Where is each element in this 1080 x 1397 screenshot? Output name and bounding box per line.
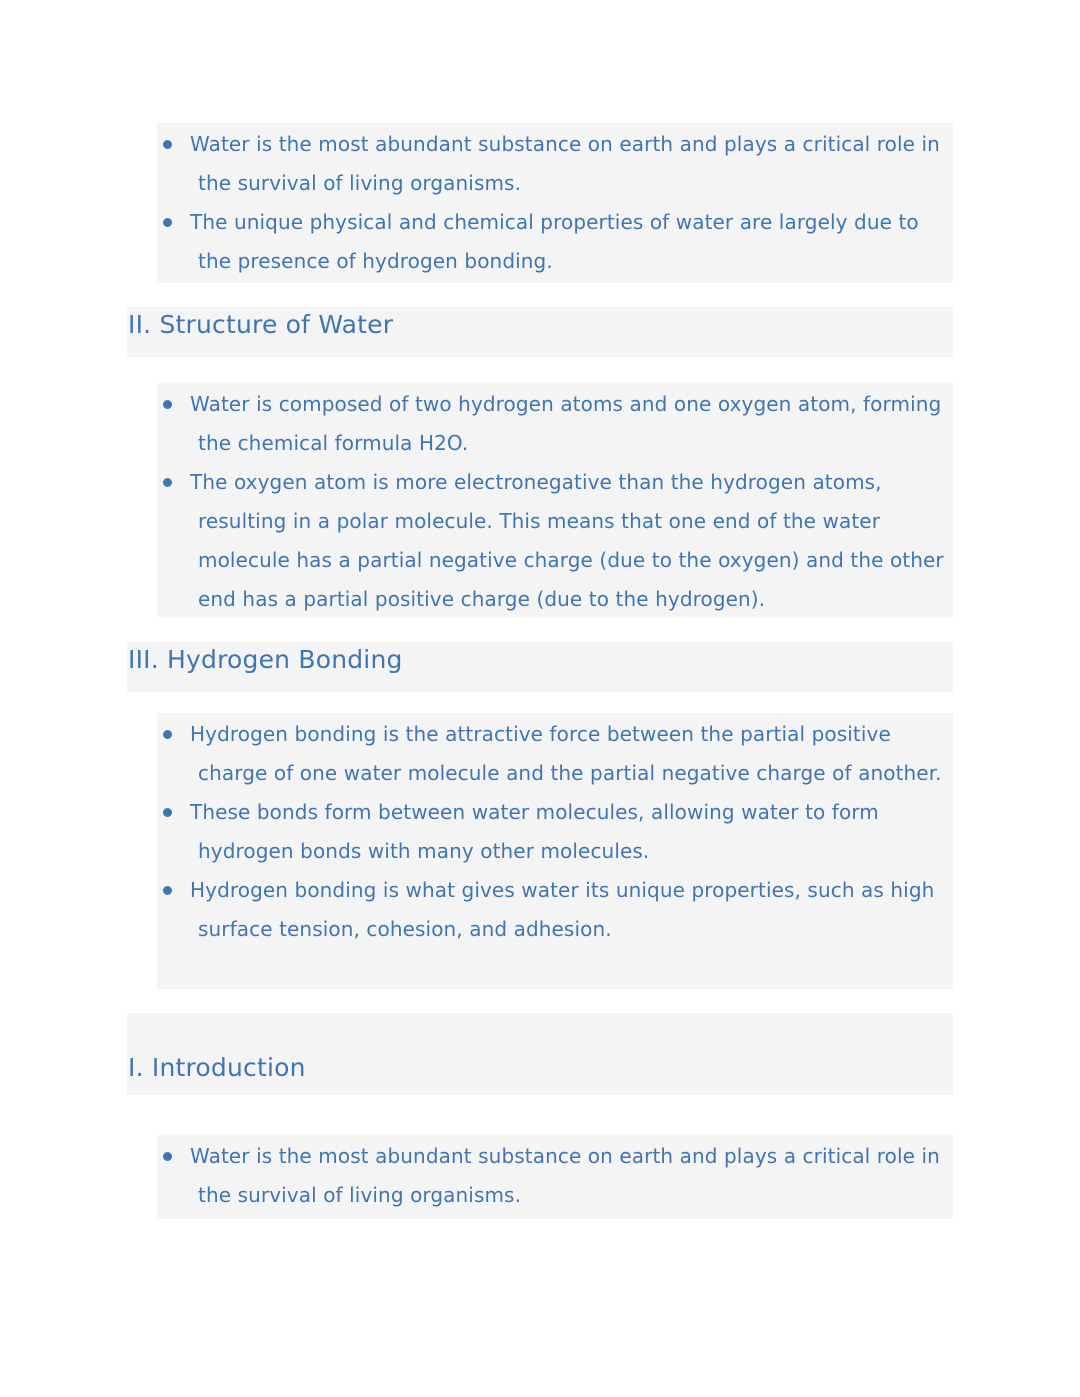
list-item xyxy=(157,203,953,281)
heading-block-hydrogen-bonding xyxy=(127,642,953,692)
bullet-icon xyxy=(163,730,172,739)
bullet-text: The unique physical and chemical properties of water are largely due to the presence of hydrogen bonding. xyxy=(190,210,919,273)
list-item xyxy=(157,463,953,619)
list-item xyxy=(157,385,953,463)
bullet-text: Water is composed of two hydrogen atoms and one oxygen atom, forming the chemical formula H2O. xyxy=(190,392,942,455)
bullet-icon xyxy=(163,808,172,817)
list-item xyxy=(157,871,953,949)
bullet-block-introduction xyxy=(157,1135,953,1219)
bullet-text: Hydrogen bonding is the attractive force between the partial positive charge of one water molecule and the partial negative charge of another. xyxy=(190,722,942,785)
bullet-text: The oxygen atom is more electronegative than the hydrogen atoms, resulting in a polar molecule. This means that one end of the water molecule has a partial negative charge (due to the oxygen) and the other end has a partial positive charge (due to the hydrogen). xyxy=(190,470,944,611)
heading-block-introduction xyxy=(127,1013,953,1095)
bullet-icon xyxy=(163,140,172,149)
section-heading: III. Hydrogen Bonding xyxy=(128,645,403,674)
bullet-icon xyxy=(163,400,172,409)
heading-block-structure-of-water xyxy=(127,307,953,357)
bullet-icon xyxy=(163,478,172,487)
bullet-block-structure-of-water xyxy=(157,383,953,617)
bullet-list xyxy=(157,125,953,281)
bullet-list xyxy=(157,715,953,949)
bullet-text: These bonds form between water molecules, allowing water to form hydrogen bonds with many other molecules. xyxy=(190,800,879,863)
list-item xyxy=(157,715,953,793)
bullet-list xyxy=(157,1137,953,1215)
list-item xyxy=(157,793,953,871)
section-heading: II. Structure of Water xyxy=(128,310,394,339)
bullet-icon xyxy=(163,886,172,895)
bullet-text: Water is the most abundant substance on earth and plays a critical role in the survival of living organisms. xyxy=(190,1144,940,1207)
bullet-text: Water is the most abundant substance on earth and plays a critical role in the survival of living organisms. xyxy=(190,132,940,195)
bullet-list xyxy=(157,385,953,619)
bullet-icon xyxy=(163,218,172,227)
bullet-block-properties-intro xyxy=(157,123,953,283)
list-item xyxy=(157,125,953,203)
bullet-block-hydrogen-bonding xyxy=(157,713,953,989)
bullet-text: Hydrogen bonding is what gives water its unique properties, such as high surface tension, cohesion, and adhesion. xyxy=(190,878,935,941)
list-item xyxy=(157,1137,953,1215)
bullet-icon xyxy=(163,1152,172,1161)
section-heading: I. Introduction xyxy=(128,1053,306,1082)
